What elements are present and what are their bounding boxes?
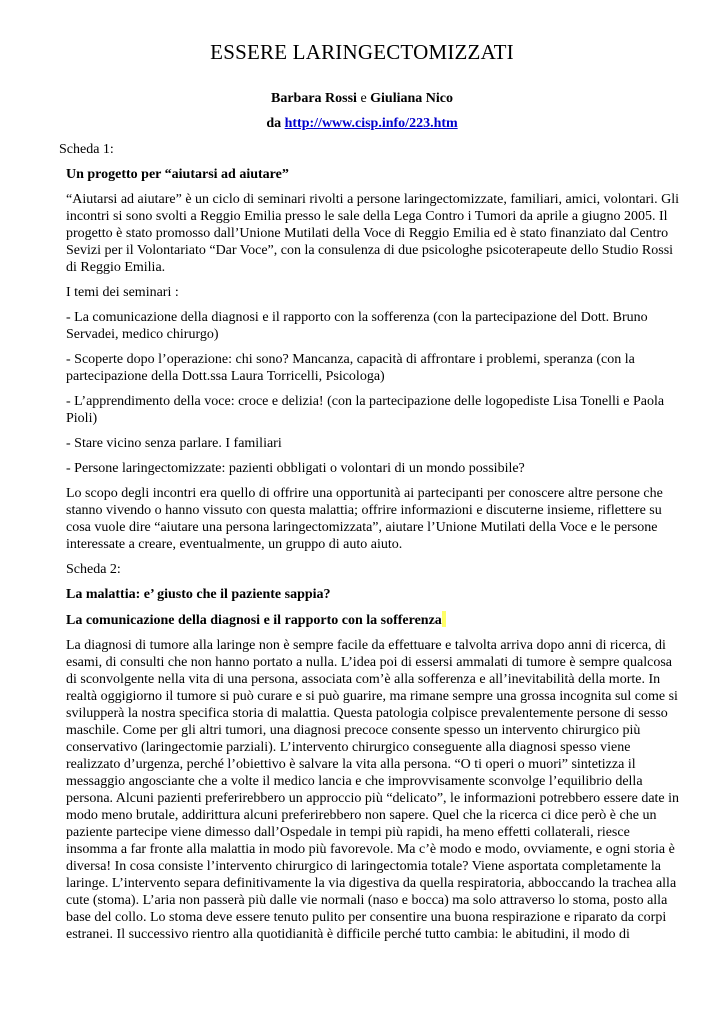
topics-label: I temi dei seminari : bbox=[66, 285, 179, 300]
scheda-1-heading: Un progetto per “aiutarsi ad aiutare” bbox=[66, 167, 289, 182]
topic-item: - La comunicazione della diagnosi e il rapporto con la sofferenza (con la partecipazione del Dott. Bruno Servadei, medico chirurgo) bbox=[66, 310, 648, 342]
scheda-2-heading-2-line bbox=[66, 611, 684, 629]
scheda-2-heading-2: La comunicazione della diagnosi e il rapporto con la sofferenza bbox=[66, 613, 442, 628]
scheda-2-label: Scheda 2: bbox=[66, 562, 121, 577]
document-title: ESSERE LARINGECTOMIZZATI bbox=[210, 40, 514, 64]
topic-item: - Scoperte dopo l’operazione: chi sono? Mancanza, capacità di affrontare i problemi, speranza (con la partecipazione della Dott.ssa Laura Torricelli, Psicologa) bbox=[66, 352, 635, 384]
topic-item: - Persone laringectomizzate: pazienti obbligati o volontari di un mondo possibile? bbox=[66, 461, 525, 476]
topic-item: - Stare vicino senza parlare. I familiari bbox=[66, 436, 282, 451]
author-2: Giuliana Nico bbox=[370, 91, 454, 106]
topic-item: - L’apprendimento della voce: croce e delizia! (con la partecipazione delle logopediste Lisa Tonelli e Paola Pioli) bbox=[66, 394, 665, 426]
author-1: Barbara Rossi bbox=[270, 91, 357, 106]
source-line bbox=[0, 116, 724, 132]
authors-separator: e bbox=[360, 91, 367, 106]
scheda-1-label: Scheda 1: bbox=[59, 142, 114, 157]
source-link[interactable]: http://www.cisp.info/223.htm bbox=[284, 116, 458, 131]
scheda-1-conclusion: Lo scopo degli incontri era quello di offrire una opportunità ai partecipanti per conoscere altre persone che stanno vivendo o hanno vissuto con questa malattia; offrire informazioni e discuterne insieme, riflettere su cosa vuole dire “aiutare una persona laringectomizzata”, aiutare l’Unione Mutilati della Voce e le persone interessate a creare, eventualmente, un gruppo di auto aiuto. bbox=[66, 486, 663, 552]
document-body bbox=[66, 166, 684, 951]
scheda-1-intro: “Aiutarsi ad aiutare” è un ciclo di seminari rivolti a persone laringectomizzate, familiari, amici, volontari. Gli incontri si sono svolti a Reggio Emilia presso le sale della Lega Contro i Tumori da aprile a giugno 2005. Il progetto è stato promosso dall’Unione Mutilati della Voce di Reggio Emilia ed è stato finanziato dal Centro Sevizi per il Volontariato “Dar Voce”, con la consulenza di due psicologhe psicoterapeute dello Studio Rossi di Reggio Emilia. bbox=[66, 192, 680, 275]
scheda-2-body: La diagnosi di tumore alla laringe non è sempre facile da effettuare e talvolta arriva dopo anni di ricerca, di esami, di consulti che non hanno portato a nulla. L’idea poi di essersi ammalati di tumore è sempre qualcosa di sconvolgente nella vita di una persona, associata com’è alla sofferenza e all’inevitabilità della morte. In realtà oggigiorno il tumore si può curare e si può guarire, ma rimane sempre una grossa incognita sul come si svilupperà la nostra specifica storia di malattia. Questa patologia colpisce prevalentemente persone di sesso maschile. Come per gli altri tumori, una diagnosi precoce consente spesso un intervento chirurgico più conservativo (laringectomie parziali). L’intervento chirurgico conseguente alla diagnosi spesso viene realizzato d’urgenza, perché l’obiettivo è salvare la vita alla persona. “O ti operi o muori” sintetizza il messaggio angosciante che a volte il medico lancia e che improvvisamente sconvolge l’equilibrio della persona. Alcuni pazienti preferirebbero un approccio più “delicato”, le informazioni potrebbero essere date in modo meno brutale, addirittura alcuni preferirebbero non sapere. Quel che la ricerca ci dice però è che un paziente partecipe viene dimesso dall’Ospedale in tempi più rapidi, ha meno effetti collaterali, riesce insomma a far fronte alla malattia in modo più favorevole. Ma c’è modo e modo, ovviamente, e ogni storia è diversa! In cosa consiste l’intervento chirurgico di laringectomia totale? Viene asportata completamente la laringe. L’intervento separa definitivamente la via digestiva da quella respiratoria, abboccando la trachea alla cute (stoma). L’aria non passerà più dalle vie normali (naso e bocca) ma solo attraverso lo stoma, posto alla base del collo. Lo stoma deve essere tenuto pulito per consentire una buona respirazione e riparato da corpi estranei. Il successivo rientro alla quotidianità è difficile perché tutto cambia: le abitudini, il modo di bbox=[66, 638, 680, 942]
source-prefix: da bbox=[266, 116, 282, 131]
authors-line bbox=[0, 91, 724, 107]
scheda-2-heading-1: La malattia: e’ giusto che il paziente sappia? bbox=[66, 587, 331, 602]
text-highlight-mark bbox=[442, 611, 446, 627]
